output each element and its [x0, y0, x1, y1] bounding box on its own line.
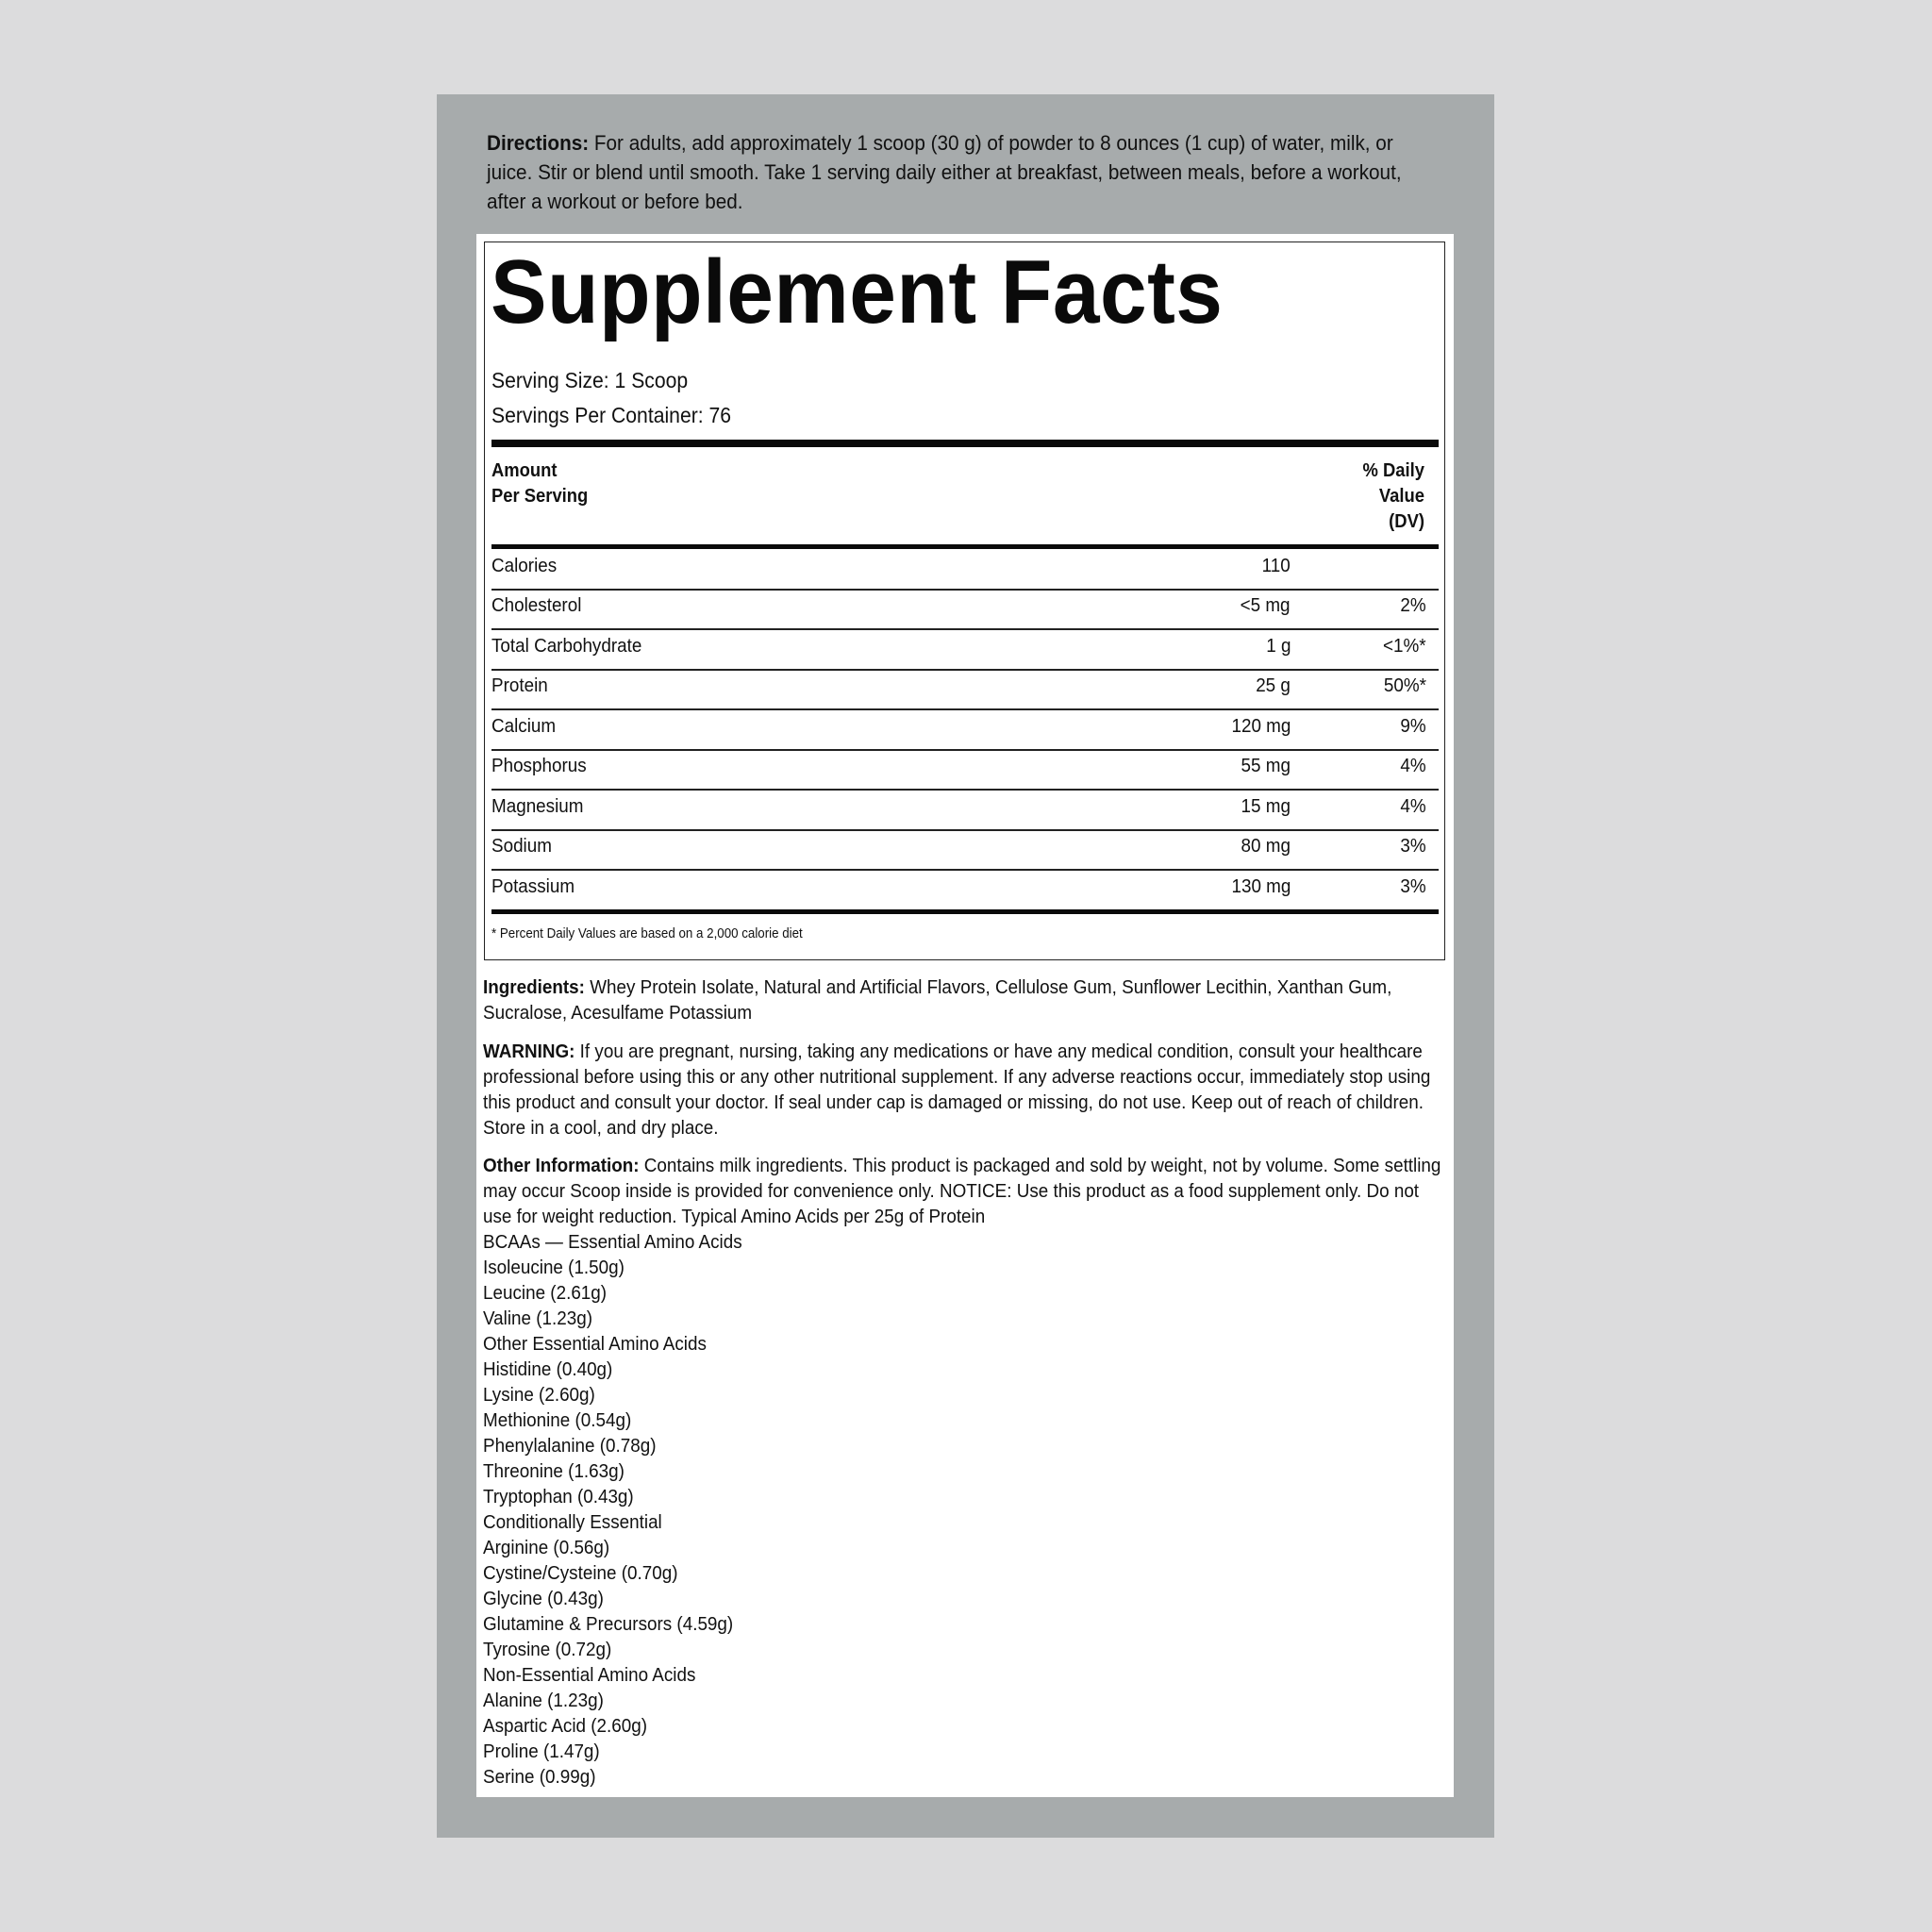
amino-list-item: Methionine (0.54g) — [483, 1409, 632, 1431]
nutrient-dv: 4% — [1400, 755, 1426, 776]
nutrient-name: Magnesium — [491, 795, 584, 817]
amino-list-item: Threonine (1.63g) — [483, 1460, 625, 1482]
facts-row — [491, 627, 1439, 667]
amino-list-item: Other Essential Amino Acids — [483, 1333, 707, 1355]
amino-list-item: Non-Essential Amino Acids — [483, 1664, 696, 1686]
amino-list-item: Cystine/Cysteine (0.70g) — [483, 1562, 678, 1584]
amino-list-item: BCAAs — Essential Amino Acids — [483, 1231, 742, 1253]
other-information-text — [483, 1153, 1448, 1229]
amino-list-item: Alanine (1.23g) — [483, 1690, 604, 1711]
facts-row — [491, 827, 1439, 867]
nutrient-name: Calories — [491, 555, 558, 576]
amino-list-item: Glycine (0.43g) — [483, 1588, 604, 1609]
nutrient-name: Phosphorus — [491, 755, 587, 776]
nutrient-dv: 4% — [1400, 795, 1426, 817]
nutrient-dv: <1%* — [1383, 635, 1426, 657]
warning-text — [483, 1039, 1448, 1141]
header-right-line3: (DV) — [1389, 511, 1424, 532]
facts-row — [491, 708, 1439, 747]
facts-row — [491, 587, 1439, 626]
header-right-line2: Value — [1378, 486, 1424, 507]
other-information-body: Contains milk ingredients. This product is packaged and sold by weight, not by volume. Some settling may occur Scoop inside is provided for convenience only. NOTICE: Use this product as a food supplement only. Do not use for weight reduction. Typical Amino Acids per 25g of Protein — [483, 1155, 1441, 1227]
directions-body: For adults, add approximately 1 scoop (30 g) of powder to 8 ounces (1 cup) of water, milk, or juice. Stir or blend until smooth. Take 1 serving daily either at breakfast, between meals, before a workout, after a workout or before bed. — [487, 131, 1402, 213]
ingredients-label: Ingredients: — [483, 976, 585, 998]
directions-label: Directions: — [487, 131, 590, 155]
amino-list-item: Valine (1.23g) — [483, 1307, 593, 1329]
nutrient-dv: 3% — [1400, 875, 1426, 897]
divider-thick — [491, 440, 1439, 447]
nutrient-amount: <5 mg — [1241, 594, 1291, 616]
facts-row — [491, 547, 1439, 587]
amino-list-item: Tyrosine (0.72g) — [483, 1639, 612, 1660]
warning-label: WARNING: — [483, 1041, 575, 1062]
amino-list-item: Serine (0.99g) — [483, 1766, 596, 1788]
nutrient-name: Cholesterol — [491, 594, 582, 616]
nutrient-name: Protein — [491, 675, 548, 696]
amino-list-item: Phenylalanine (0.78g) — [483, 1435, 657, 1457]
facts-row — [491, 868, 1439, 908]
amino-acid-list — [483, 1229, 742, 1790]
amino-list-item: Isoleucine (1.50g) — [483, 1257, 625, 1278]
nutrient-amount: 25 g — [1256, 675, 1291, 696]
nutrient-name: Total Carbohydrate — [491, 635, 642, 657]
supplement-facts-title: Supplement Facts — [491, 242, 1224, 342]
amino-list-item: Conditionally Essential — [483, 1511, 662, 1533]
nutrient-name: Sodium — [491, 835, 552, 857]
other-information-label: Other Information: — [483, 1155, 640, 1176]
amino-list-item: Arginine (0.56g) — [483, 1537, 610, 1558]
nutrient-amount: 55 mg — [1241, 755, 1291, 776]
nutrient-amount: 130 mg — [1231, 875, 1291, 897]
amino-list-item: Leucine (2.61g) — [483, 1282, 608, 1304]
ingredients-text — [483, 974, 1448, 1025]
warning-body: If you are pregnant, nursing, taking any medications or have any medical condition, consult your healthcare professional before using this or any other nutritional supplement. If any adverse reactions occur, immediately stop using this product and consult your doctor. If seal under cap is damaged or missing, do not use. Keep out of reach of children. Store in a cool, and dry place. — [483, 1041, 1431, 1139]
amino-list-item: Histidine (0.40g) — [483, 1358, 613, 1380]
amino-list-item: Tryptophan (0.43g) — [483, 1486, 634, 1507]
header-left-line2: Per Serving — [491, 486, 589, 507]
facts-row — [491, 747, 1439, 787]
header-right-line1: % Daily — [1362, 460, 1424, 481]
facts-row — [491, 667, 1439, 707]
nutrient-name: Potassium — [491, 875, 575, 897]
nutrient-dv: 50%* — [1383, 675, 1426, 696]
nutrient-dv: 2% — [1400, 594, 1426, 616]
amino-list-item: Lysine (2.60g) — [483, 1384, 595, 1406]
nutrient-name: Calcium — [491, 715, 557, 737]
nutrient-amount: 1 g — [1265, 635, 1291, 657]
amount-per-serving-header — [491, 458, 588, 509]
nutrient-amount: 15 mg — [1241, 795, 1291, 817]
serving-size: Serving Size: 1 Scoop — [491, 368, 689, 392]
ingredients-body: Whey Protein Isolate, Natural and Artificial Flavors, Cellulose Gum, Sunflower Lecithin, Xanthan Gum, Sucralose, Acesulfame Potassium — [483, 976, 1392, 1024]
servings-per-container: Servings Per Container: 76 — [491, 403, 732, 427]
header-left-line1: Amount — [491, 460, 558, 481]
nutrient-amount: 110 — [1261, 555, 1291, 576]
nutrient-amount: 120 mg — [1231, 715, 1291, 737]
amino-list-item: Aspartic Acid (2.60g) — [483, 1715, 648, 1737]
nutrient-dv: 3% — [1400, 835, 1426, 857]
facts-row — [491, 788, 1439, 827]
amino-list-item: Proline (1.47g) — [483, 1740, 600, 1762]
daily-value-header — [1311, 458, 1424, 535]
amino-list-item: Glutamine & Precursors (4.59g) — [483, 1613, 734, 1635]
divider-bottom — [491, 909, 1439, 914]
daily-value-footnote: * Percent Daily Values are based on a 2,000 calorie diet — [491, 926, 803, 941]
directions-text — [487, 128, 1440, 216]
nutrient-amount: 80 mg — [1241, 835, 1291, 857]
nutrient-dv: 9% — [1400, 715, 1426, 737]
